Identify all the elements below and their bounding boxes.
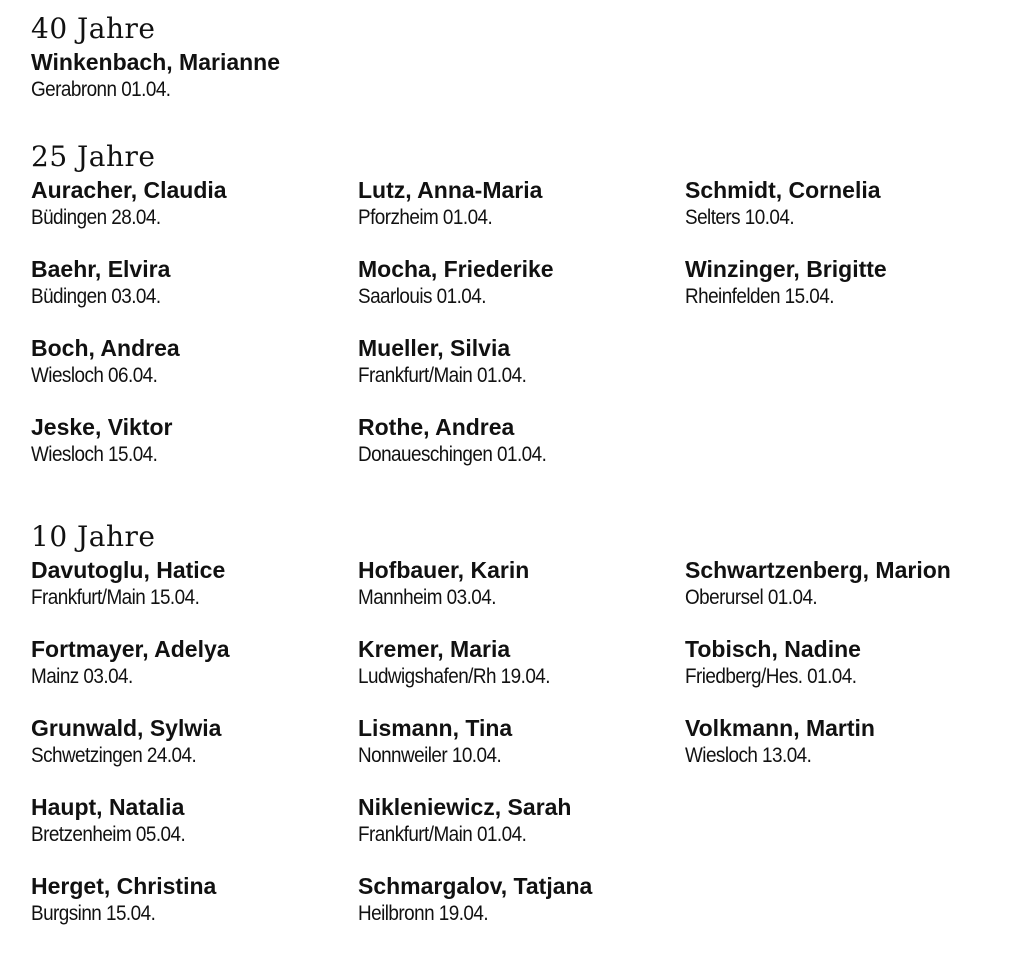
entry-name: Baehr, Elvira — [31, 256, 171, 282]
entry-place-date: Büdingen 28.04. — [31, 206, 161, 229]
entries-column — [31, 48, 358, 119]
list-item — [31, 247, 358, 326]
section-heading: 40 Jahre — [31, 12, 156, 45]
entry-name: Nikleniewicz, Sarah — [358, 794, 572, 820]
list-item — [31, 556, 358, 627]
list-item — [358, 326, 685, 405]
section-heading: 10 Jahre — [31, 520, 156, 553]
list-item — [31, 176, 358, 247]
list-item — [31, 326, 358, 405]
entry-place-date: Frankfurt/Main 15.04. — [31, 586, 200, 609]
list-item — [685, 247, 1006, 326]
entry-name: Rothe, Andrea — [358, 414, 515, 440]
list-item — [358, 627, 685, 706]
entry-name: Winzinger, Brigitte — [685, 256, 887, 282]
entry-place-date: Burgsinn 15.04. — [31, 902, 156, 925]
entry-name: Schwartzenberg, Marion — [685, 557, 951, 583]
entry-place-date: Wiesloch 15.04. — [31, 443, 158, 466]
entry-name: Hofbauer, Karin — [358, 557, 530, 583]
list-item — [685, 627, 1006, 706]
entry-name: Lutz, Anna-Maria — [358, 177, 543, 203]
list-item — [685, 556, 1006, 627]
entry-place-date: Donaueschingen 01.04. — [358, 443, 547, 466]
entry-name: Kremer, Maria — [358, 636, 511, 662]
entry-name: Schmargalov, Tatjana — [358, 873, 593, 899]
list-item — [31, 405, 358, 484]
section-25-jahre — [31, 138, 1006, 518]
entry-place-date: Schwetzingen 24.04. — [31, 744, 197, 767]
entry-name: Winkenbach, Marianne — [31, 49, 281, 75]
anniversary-list — [31, 10, 1006, 943]
list-item — [31, 48, 358, 119]
list-item — [358, 247, 685, 326]
entry-name: Tobisch, Nadine — [685, 636, 861, 662]
list-item — [685, 176, 1006, 247]
list-item — [358, 864, 685, 943]
entry-place-date: Wiesloch 06.04. — [31, 364, 158, 387]
list-item — [358, 405, 685, 484]
entry-name: Mueller, Silvia — [358, 335, 511, 361]
entry-place-date: Mainz 03.04. — [31, 665, 133, 688]
entry-place-date: Mannheim 03.04. — [358, 586, 496, 609]
entry-name: Lismann, Tina — [358, 715, 513, 741]
entry-name: Grunwald, Sylwia — [31, 715, 222, 741]
entries-column — [685, 176, 1006, 484]
list-item — [31, 627, 358, 706]
entries-grid — [31, 556, 1006, 943]
entry-name: Haupt, Natalia — [31, 794, 185, 820]
entries-grid — [31, 176, 1006, 484]
entries-column — [358, 176, 685, 484]
entries-column — [31, 176, 358, 484]
list-item — [685, 706, 1006, 785]
entry-name: Davutoglu, Hatice — [31, 557, 226, 583]
list-item — [31, 864, 358, 943]
list-item — [31, 785, 358, 864]
entry-name: Herget, Christina — [31, 873, 217, 899]
section-10-jahre — [31, 518, 1006, 943]
entry-place-date: Oberursel 01.04. — [685, 586, 818, 609]
entries-column — [685, 556, 1006, 943]
entry-place-date: Friedberg/Hes. 01.04. — [685, 665, 857, 688]
entry-name: Jeske, Viktor — [31, 414, 173, 440]
list-item — [31, 706, 358, 785]
entry-place-date: Gerabronn 01.04. — [31, 78, 171, 101]
entry-name: Auracher, Claudia — [31, 177, 227, 203]
entry-place-date: Frankfurt/Main 01.04. — [358, 823, 527, 846]
entry-name: Volkmann, Martin — [685, 715, 875, 741]
entries-column — [31, 556, 358, 943]
entry-place-date: Büdingen 03.04. — [31, 285, 161, 308]
entry-place-date: Nonnweiler 10.04. — [358, 744, 502, 767]
entry-name: Mocha, Friederike — [358, 256, 554, 282]
entry-place-date: Selters 10.04. — [685, 206, 795, 229]
entry-place-date: Saarlouis 01.04. — [358, 285, 486, 308]
list-item — [358, 556, 685, 627]
list-item — [358, 785, 685, 864]
entry-place-date: Pforzheim 01.04. — [358, 206, 493, 229]
entry-place-date: Rheinfelden 15.04. — [685, 285, 834, 308]
entry-name: Fortmayer, Adelya — [31, 636, 230, 662]
entries-column — [358, 556, 685, 943]
entry-place-date: Ludwigshafen/Rh 19.04. — [358, 665, 550, 688]
section-heading: 25 Jahre — [31, 140, 156, 173]
entry-name: Schmidt, Cornelia — [685, 177, 881, 203]
entry-place-date: Frankfurt/Main 01.04. — [358, 364, 527, 387]
list-item — [358, 706, 685, 785]
section-40-jahre — [31, 10, 1006, 138]
entry-name: Boch, Andrea — [31, 335, 180, 361]
entry-place-date: Heilbronn 19.04. — [358, 902, 489, 925]
entries-grid — [31, 48, 1006, 119]
entry-place-date: Wiesloch 13.04. — [685, 744, 812, 767]
list-item — [358, 176, 685, 247]
entry-place-date: Bretzenheim 05.04. — [31, 823, 186, 846]
